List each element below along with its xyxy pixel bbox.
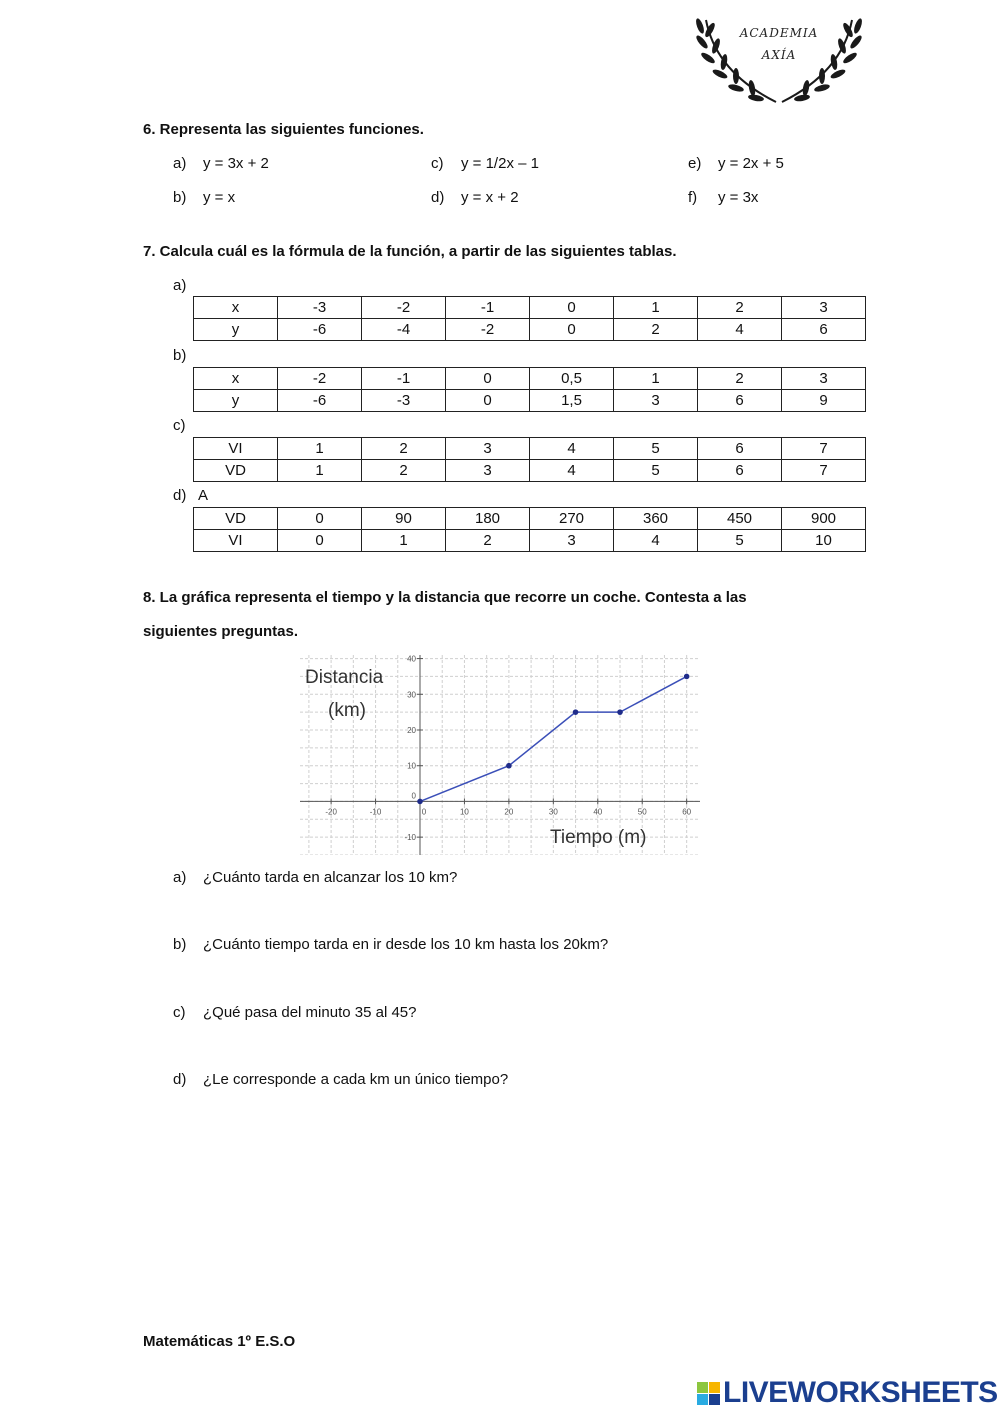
table-cell: -3 [278, 297, 362, 319]
table-cell: 1 [614, 297, 698, 319]
table-cell: 0 [446, 390, 530, 412]
table-cell: 450 [698, 508, 782, 530]
x-tick-label: -20 [325, 807, 337, 817]
table-cell: 6 [698, 438, 782, 460]
table-c [193, 437, 866, 482]
question-label: a) [173, 869, 187, 886]
table-cell: 2 [698, 368, 782, 390]
table-cell: 4 [698, 319, 782, 341]
question-label: b) [173, 936, 187, 953]
table-cell: 3 [782, 297, 866, 319]
table-cell: -2 [446, 319, 530, 341]
q8-question-b [173, 936, 608, 953]
x-tick-label: 60 [682, 807, 692, 817]
logo-square [709, 1394, 720, 1405]
academia-axia-logo [686, 12, 872, 108]
item-label: a) [173, 155, 187, 172]
table-cell: 4 [530, 460, 614, 482]
table-cell: 0,5 [530, 368, 614, 390]
q6-title: 6. Representa las siguientes funciones. [143, 121, 424, 138]
item-expression: y = 2x + 5 [718, 155, 784, 172]
table-row [194, 319, 866, 341]
q8-question-c [173, 1004, 416, 1021]
liveworksheets-brand[interactable] [697, 1375, 998, 1411]
distance-time-graph [300, 655, 700, 855]
item-expression: y = x [203, 189, 236, 206]
table-cell: 5 [614, 460, 698, 482]
logo-line-1: ACADEMIA [739, 26, 819, 40]
table-cell: 2 [362, 460, 446, 482]
table-cell: x [194, 297, 278, 319]
table-cell: -2 [362, 297, 446, 319]
table-d-label: d) A [173, 487, 209, 504]
table-cell: 6 [698, 460, 782, 482]
table-cell: VD [194, 460, 278, 482]
table-row [194, 508, 866, 530]
logo-square [697, 1382, 708, 1393]
q6-item-a [173, 155, 269, 172]
q8-question-d [173, 1071, 508, 1088]
table-cell: 0 [530, 297, 614, 319]
table-cell: 5 [614, 438, 698, 460]
y-axis-label-line-2: (km) [328, 700, 366, 721]
table-cell: 1,5 [530, 390, 614, 412]
question-text: ¿Cuánto tiempo tarda en ir desde los 10 km hasta los 20km? [203, 936, 609, 953]
logo-square [697, 1394, 708, 1405]
table-row [194, 530, 866, 552]
data-point [573, 709, 579, 715]
y-tick-label: 30 [407, 690, 416, 700]
table-cell: 3 [446, 438, 530, 460]
table-cell: 2 [614, 319, 698, 341]
table-c-label: c) [173, 417, 186, 434]
table-cell: 2 [362, 438, 446, 460]
q6-item-b [173, 189, 235, 206]
table-cell: 10 [782, 530, 866, 552]
data-point [506, 763, 512, 769]
table-cell: 1 [614, 368, 698, 390]
table-cell: 5 [698, 530, 782, 552]
y-tick-label: 20 [407, 726, 416, 735]
table-cell: 6 [698, 390, 782, 412]
table-cell: 1 [362, 530, 446, 552]
table-cell: 90 [362, 508, 446, 530]
table-row [194, 368, 866, 390]
item-expression: y = 3x + 2 [203, 155, 269, 172]
table-cell: 7 [782, 460, 866, 482]
q6-item-d [431, 189, 519, 206]
item-label: f) [688, 189, 698, 206]
question-text: ¿Qué pasa del minuto 35 al 45? [203, 1004, 417, 1021]
y-tick-label: 40 [407, 655, 416, 664]
liveworksheets-logo-icon [697, 1382, 720, 1405]
y-tick-label: 10 [407, 761, 416, 771]
x-axis-label: Tiempo (m) [550, 827, 647, 848]
item-label: b) [173, 189, 187, 206]
footer-subject: Matemáticas 1º E.S.O [143, 1333, 296, 1350]
table-b [193, 367, 866, 412]
table-cell: x [194, 368, 278, 390]
y-axis-label-line-1: Distancia [305, 667, 384, 688]
table-d [193, 507, 866, 552]
liveworksheets-wordmark: LIVEWORKSHEETS [723, 1376, 998, 1409]
table-cell: VI [194, 530, 278, 552]
table-cell: 180 [446, 508, 530, 530]
y-tick-label: -10 [404, 833, 416, 843]
table-cell: 1 [278, 438, 362, 460]
table-row [194, 297, 866, 319]
q7-title: 7. Calcula cuál es la fórmula de la función, a partir de las siguientes tablas. [143, 243, 677, 260]
table-cell: 0 [278, 508, 362, 530]
question-label: d) [173, 1071, 187, 1088]
table-cell: 7 [782, 438, 866, 460]
table-cell: 2 [446, 530, 530, 552]
table-cell: 900 [782, 508, 866, 530]
table-cell: 3 [614, 390, 698, 412]
q6-item-c [431, 155, 539, 172]
table-row [194, 460, 866, 482]
x-tick-label: 40 [593, 807, 603, 817]
item-expression: y = x + 2 [461, 189, 519, 206]
table-a [193, 296, 866, 341]
item-label: e) [688, 155, 702, 172]
question-text: ¿Cuánto tarda en alcanzar los 10 km? [203, 869, 458, 886]
question-label: c) [173, 1004, 186, 1021]
table-cell: 3 [530, 530, 614, 552]
data-point [684, 674, 690, 680]
data-point [417, 799, 423, 805]
q6-item-f [688, 189, 758, 206]
x-tick-label: 10 [459, 807, 469, 817]
item-label: c) [431, 155, 444, 172]
table-cell: 6 [782, 319, 866, 341]
table-cell: 1 [278, 460, 362, 482]
question-text: ¿Le corresponde a cada km un único tiempo? [203, 1071, 509, 1088]
table-cell: y [194, 319, 278, 341]
table-row [194, 390, 866, 412]
table-cell: -4 [362, 319, 446, 341]
table-a-label: a) [173, 277, 187, 294]
logo-square [709, 1382, 720, 1393]
table-cell: -2 [278, 368, 362, 390]
item-expression: y = 3x [718, 189, 759, 206]
x-tick-label: 20 [504, 807, 514, 817]
item-label: d) [431, 189, 445, 206]
table-cell: -1 [362, 368, 446, 390]
q8-title-line-2: siguientes preguntas. [143, 623, 299, 640]
table-cell: 9 [782, 390, 866, 412]
table-row [194, 438, 866, 460]
x-tick-label: 50 [637, 807, 647, 817]
item-expression: y = 1/2x – 1 [461, 155, 539, 172]
table-cell: VI [194, 438, 278, 460]
table-cell: 2 [698, 297, 782, 319]
table-cell: 3 [782, 368, 866, 390]
table-cell: -3 [362, 390, 446, 412]
x-tick-label: 0 [421, 807, 427, 817]
x-tick-label: -10 [369, 807, 382, 817]
table-cell: 270 [530, 508, 614, 530]
table-cell: VD [194, 508, 278, 530]
table-cell: 4 [530, 438, 614, 460]
logo-line-2: AXÍA [761, 48, 797, 62]
data-point [617, 709, 623, 715]
table-cell: 0 [278, 530, 362, 552]
table-cell: -6 [278, 390, 362, 412]
q8-title-line-1: 8. La gráfica representa el tiempo y la distancia que recorre un coche. Contesta a las [143, 589, 747, 606]
table-cell: 0 [446, 368, 530, 390]
table-cell: 0 [530, 319, 614, 341]
y-tick-label: 0 [411, 791, 416, 801]
table-cell: 4 [614, 530, 698, 552]
q8-question-a [173, 869, 457, 886]
table-cell: 3 [446, 460, 530, 482]
chart-svg [300, 655, 700, 855]
table-cell: -1 [446, 297, 530, 319]
q6-item-e [688, 155, 784, 172]
x-tick-label: 30 [548, 807, 558, 817]
table-cell: 360 [614, 508, 698, 530]
table-cell: y [194, 390, 278, 412]
table-cell: -6 [278, 319, 362, 341]
table-b-label: b) [173, 347, 187, 364]
